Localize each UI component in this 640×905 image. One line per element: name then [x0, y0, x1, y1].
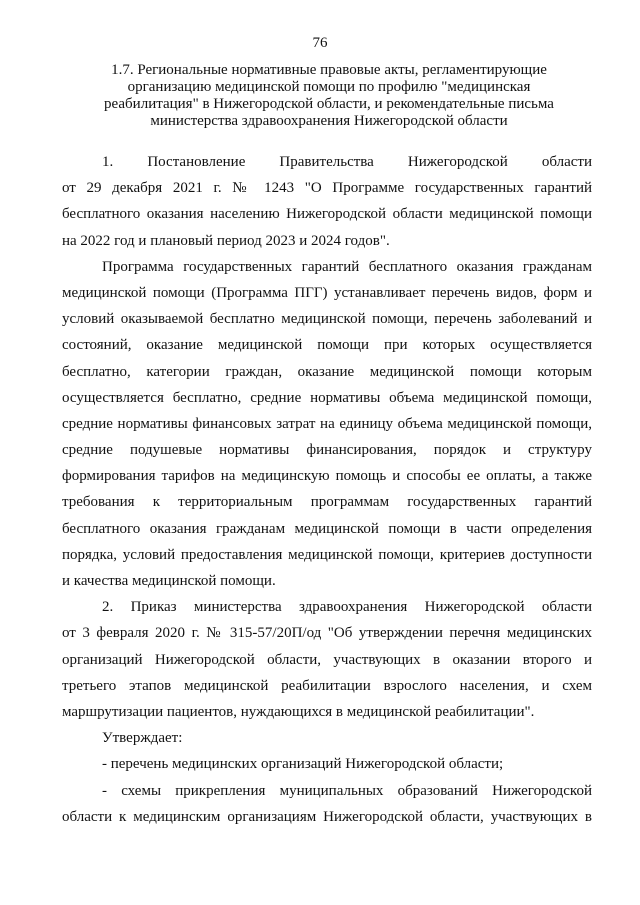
- body-line: от 3 февраля 2020 г. № 315-57/20П/од "Об утверждении перечня медицинских: [62, 625, 592, 642]
- body-line: требования к территориальным программам государственных гарантий: [62, 494, 592, 511]
- body-line: порядка, условий предоставления медицинской помощи, критериев доступности: [62, 546, 592, 563]
- heading-line: 1.7. Региональные нормативные правовые акты, регламентирующие: [111, 62, 547, 78]
- body-line: бесплатно, категории граждан, оказание медицинской помощи которым: [62, 363, 592, 380]
- body-line: маршрутизации пациентов, нуждающихся в медицинской реабилитации".: [62, 703, 535, 720]
- heading-line: организацию медицинской помощи по профилю "медицинская: [127, 79, 531, 95]
- body-line: 1. Постановление Правительства Нижегородской области: [102, 154, 592, 170]
- body-line: третьего этапов медицинской реабилитации взрослого населения, и схем: [62, 677, 592, 694]
- body-line: состояний, оказание медицинской помощи при которых осуществляется: [62, 337, 592, 354]
- body-line: Программа государственных гарантий бесплатного оказания гражданам: [102, 258, 592, 275]
- body-line: от 29 декабря 2021 г. № 1243 "О Программе государственных гарантий: [62, 180, 592, 197]
- page-number: 76: [312, 35, 328, 51]
- body-line: - схемы прикрепления муниципальных образований Нижегородской: [102, 782, 592, 799]
- body-line: 2. Приказ министерства здравоохранения Нижегородской области: [102, 599, 592, 616]
- body-line: бесплатного оказания гражданам медицинской помощи в части определения: [62, 520, 592, 537]
- body-line: области к медицинским организациям Нижегородской области, участвующих в: [62, 808, 592, 825]
- body-line: организаций Нижегородской области, участвующих в оказании второго и: [62, 651, 592, 668]
- heading-line: реабилитация" в Нижегородской области, и рекомендательные письма: [104, 96, 554, 112]
- section-heading: [60, 62, 598, 130]
- body-line: средние подушевые нормативы финансирования, порядок и структуру: [62, 442, 592, 459]
- body-line: формирования тарифов на медицинскую помощь и способы ее оплаты, а также: [62, 468, 592, 485]
- body-line: бесплатного оказания населению Нижегородской области медицинской помощи: [62, 206, 592, 223]
- body-line: медицинской помощи (Программа ПГГ) устанавливает перечень видов, форм и: [62, 284, 592, 301]
- body-line: - перечень медицинских организаций Нижегородской области;: [102, 756, 504, 773]
- body-line: осуществляется бесплатно, средние нормативы объема медицинской помощи,: [62, 389, 592, 406]
- body-line: Утверждает:: [102, 730, 183, 747]
- body-line: условий оказываемой бесплатно медицинской помощи, перечень заболеваний и: [62, 311, 592, 328]
- document-body: [62, 149, 592, 830]
- body-line: средние нормативы финансовых затрат на единицу объема медицинской помощи,: [62, 415, 592, 432]
- heading-line: министерства здравоохранения Нижегородской области: [150, 113, 508, 129]
- body-line: и качества медицинской помощи.: [62, 573, 276, 589]
- body-line: на 2022 год и плановый период 2023 и 2024 годов".: [62, 232, 390, 249]
